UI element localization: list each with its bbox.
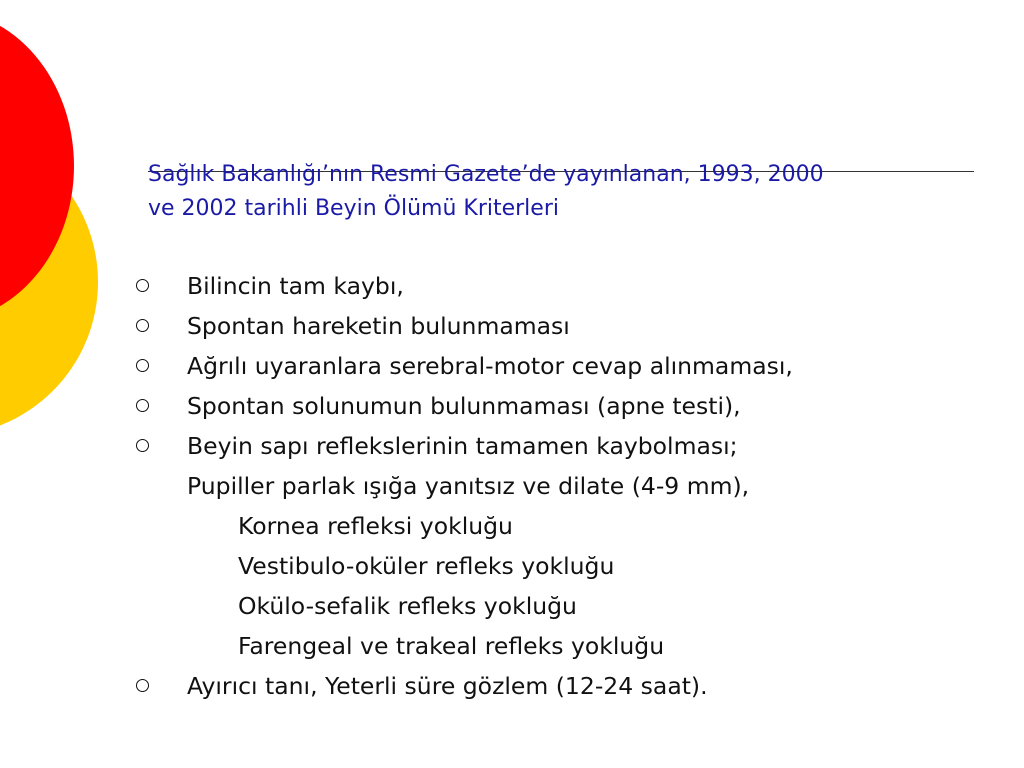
list-subitem <box>0 466 1024 506</box>
hollow-circle-bullet-icon <box>136 319 149 332</box>
list-item-text: Ayırıcı tanı, Yeterli süre gözlem (12-24 saat). <box>187 672 708 700</box>
list-item-text: Spontan solunumun bulunmaması (apne testi), <box>187 392 741 420</box>
list-item <box>0 426 1024 466</box>
list-subitem <box>0 586 1024 626</box>
list-subitem-text: Pupiller parlak ışığa yanıtsız ve dilate (4-9 mm), <box>187 472 750 500</box>
hollow-circle-bullet-icon <box>136 399 149 412</box>
list-subitem <box>0 626 1024 666</box>
list-item-text: Spontan hareketin bulunmaması <box>187 312 570 340</box>
list-subitem-text: Farengeal ve trakeal refleks yokluğu <box>238 632 665 660</box>
hollow-circle-bullet-icon <box>136 359 149 372</box>
slide-title-line-1: Sağlık Bakanlığı’nın Resmi Gazete’de yayınlanan, 1993, 2000 <box>148 162 824 187</box>
list-subitem-text: Vestibulo-oküler refleks yokluğu <box>238 552 615 580</box>
list-subitem <box>0 506 1024 546</box>
slide-title-line-2: ve 2002 tarihli Beyin Ölümü Kriterleri <box>148 196 559 221</box>
list-item <box>0 306 1024 346</box>
list-subitem <box>0 546 1024 586</box>
hollow-circle-bullet-icon <box>136 679 149 692</box>
list-item <box>0 666 1024 706</box>
list-item-text: Bilincin tam kaybı, <box>187 272 404 300</box>
list-subitem-text: Kornea refleksi yokluğu <box>238 512 513 540</box>
hollow-circle-bullet-icon <box>136 279 149 292</box>
list-item-text: Ağrılı uyaranlara serebral-motor cevap alınmaması, <box>187 352 793 380</box>
list-item <box>0 386 1024 426</box>
hollow-circle-bullet-icon <box>136 439 149 452</box>
slide-title <box>148 158 948 226</box>
list-subitem-text: Okülo-sefalik refleks yokluğu <box>238 592 577 620</box>
list-item <box>0 346 1024 386</box>
list-item-text: Beyin sapı reflekslerinin tamamen kaybolması; <box>187 432 738 460</box>
list-item <box>0 266 1024 306</box>
criteria-list <box>0 266 1024 706</box>
